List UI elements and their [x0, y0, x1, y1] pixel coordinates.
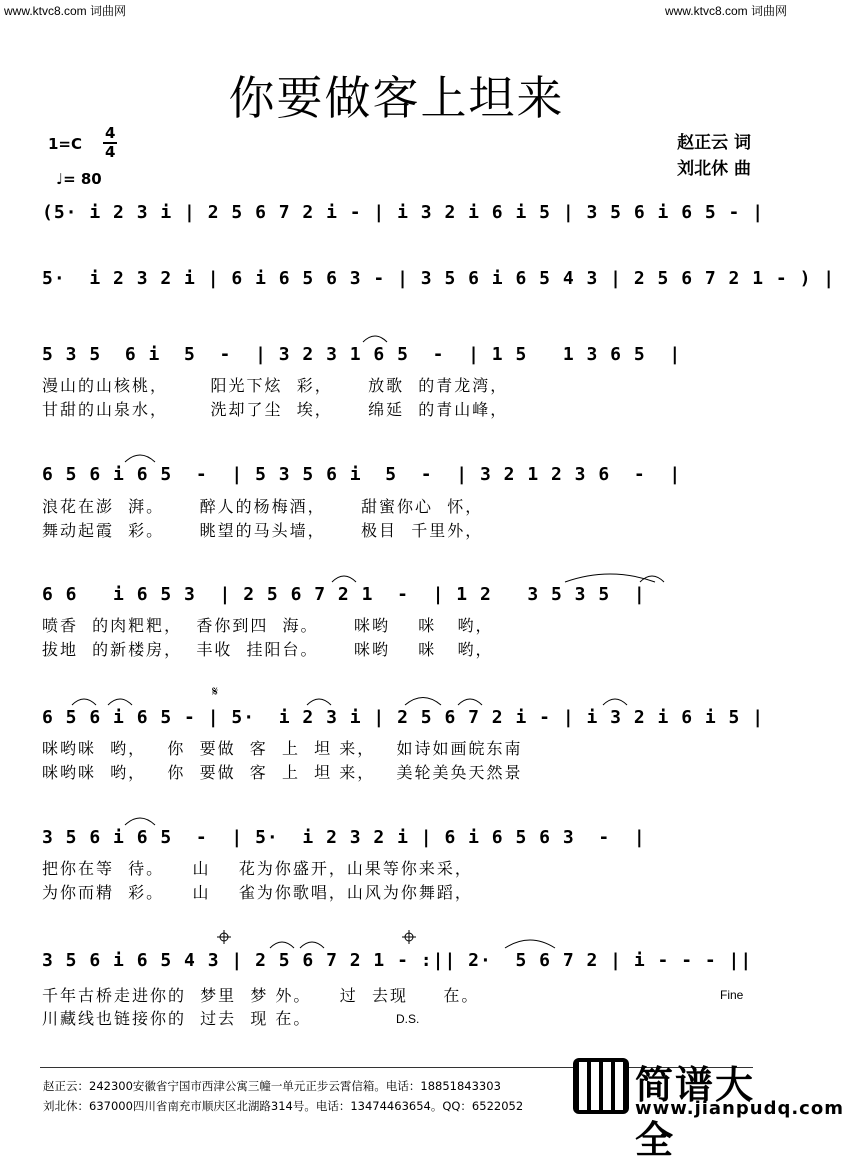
slur-mark [125, 455, 155, 462]
lyric-line-4-verse-1: 浪花在澎 湃。 醉人的杨梅酒， 甜蜜你心 怀， [42, 497, 484, 516]
slur-mark [332, 576, 356, 582]
composer-contact: 刘北休：637000四川省南充市顺庆区北湖路314号。电话：13474463654。QQ：6522052 [43, 1099, 524, 1113]
site-logo[interactable] [573, 1056, 844, 1162]
lyric-line-7-verse-1: 把你在等 待。 山 花为你盛开，山果等你来采， [42, 859, 473, 878]
slur-mark [405, 698, 441, 706]
lyric-line-3-verse-1: 漫山的山核桃， 阳光下炫 彩， 放歌 的青龙湾， [42, 376, 509, 395]
lyricist-contact: 赵正云：242300安徽省宁国市西津公寓三幢一单元正步云霄信箱。电话：18851843303 [43, 1079, 501, 1093]
slur-mark [300, 942, 324, 948]
coda-icon-1 [217, 930, 231, 944]
slur-mark [270, 942, 294, 948]
score-system-5-notes: 6 6 i 6 5 3 | 2 5 6 7 2 1 - | 1 2 3 5 3 5 | [42, 584, 646, 605]
slur-mark [458, 699, 482, 705]
lyric-line-8-verse-1: 千年古桥走进你的 梦里 梦 外。 过 去现 在。 [42, 986, 480, 1005]
score-system-6-notes: 6 5 6 i 6 5 - | 5· i 2 3 i | 2 5 6 7 2 i - | i 3 2 i 6 i 5 | [42, 707, 765, 728]
site-header-right[interactable]: www.ktvc8.com 词曲网 [664, 4, 787, 18]
piano-keys-icon [573, 1058, 629, 1114]
quarter-note-icon: ♩ [56, 170, 64, 188]
score-system-4-notes: 6 5 6 i 6 5 - | 5 3 5 6 i 5 - | 3 2 1 2 3 6 - | [42, 464, 682, 485]
lyric-line-6-verse-2: 咪哟咪 哟， 你 要做 客 上 坦 来， 美轮美奂天然景 [42, 763, 523, 782]
lyric-line-6-verse-1: 咪哟咪 哟， 你 要做 客 上 坦 来， 如诗如画皖东南 [42, 739, 523, 758]
song-title: 你要做客上坦来 [228, 71, 565, 125]
coda-icon-2 [402, 930, 416, 944]
site-header-left[interactable]: www.ktvc8.com 词曲网 [4, 4, 127, 18]
logo-name: 简谱大全 [635, 1063, 756, 1162]
composer-credit: 刘北休 曲 [677, 159, 751, 179]
slur-mark [307, 699, 331, 705]
slur-mark [108, 699, 132, 705]
score-system-1-notes: (5· i 2 3 i | 2 5 6 7 2 i - | i 3 2 i 6 i 5 | 3 5 6 i 6 5 - | [42, 202, 765, 223]
slur-mark [125, 818, 155, 825]
logo-url: www.jianpudq.com [635, 1098, 844, 1119]
lyric-line-8-verse-2: 川藏线也链接你的 过去 现 在。 [42, 1009, 312, 1028]
lyric-line-4-verse-2: 舞动起霞 彩。 眺望的马头墙， 极目 千里外， [42, 521, 484, 540]
slur-mark [505, 940, 555, 948]
score-system-8-notes: 3 5 6 i 6 5 4 3 | 2 5 6 7 2 1 - :|| 2· 5 6 7 2 | i - - - || [42, 950, 753, 971]
score-system-7-notes: 3 5 6 i 6 5 - | 5· i 2 3 2 i | 6 i 6 5 6 3 - | [42, 827, 646, 848]
lyric-line-5-verse-1: 喷香 的肉粑粑， 香你到四 海。 咪哟 咪 哟， [42, 616, 494, 635]
key-signature: 1=C [48, 135, 83, 153]
lyricist-credit: 赵正云 词 [677, 133, 751, 153]
score-system-2-notes: 5· i 2 3 2 i | 6 i 6 5 6 3 - | 3 5 6 i 6 5 4 3 | 2 5 6 7 2 1 - ) | [42, 268, 836, 289]
tempo-value: = 80 [63, 170, 102, 188]
lyric-line-7-verse-2: 为你而精 彩。 山 雀为你歌唱，山风为你舞蹈， [42, 883, 473, 902]
lyric-line-5-verse-2: 拔地 的新楼房， 丰收 挂阳台。 咪哟 咪 哟， [42, 640, 494, 659]
slur-mark [363, 336, 387, 342]
segno-icon: 𝄋 [212, 684, 219, 700]
lyric-line-3-verse-2: 甘甜的山泉水， 洗却了尘 埃， 绵延 的青山峰， [42, 400, 509, 419]
slur-mark [72, 699, 96, 705]
score-system-3-notes: 5 3 5 6 i 5 - | 3 2 3 1 6 5 - | 1 5 1 3 6 5 | [42, 344, 682, 365]
fine-marking: Fine [720, 988, 744, 1002]
time-signature-bottom: 4 [105, 143, 116, 161]
time-signature-top: 4 [105, 124, 116, 142]
dal-segno-marking: D.S. [396, 1012, 420, 1026]
slur-mark [603, 699, 627, 705]
